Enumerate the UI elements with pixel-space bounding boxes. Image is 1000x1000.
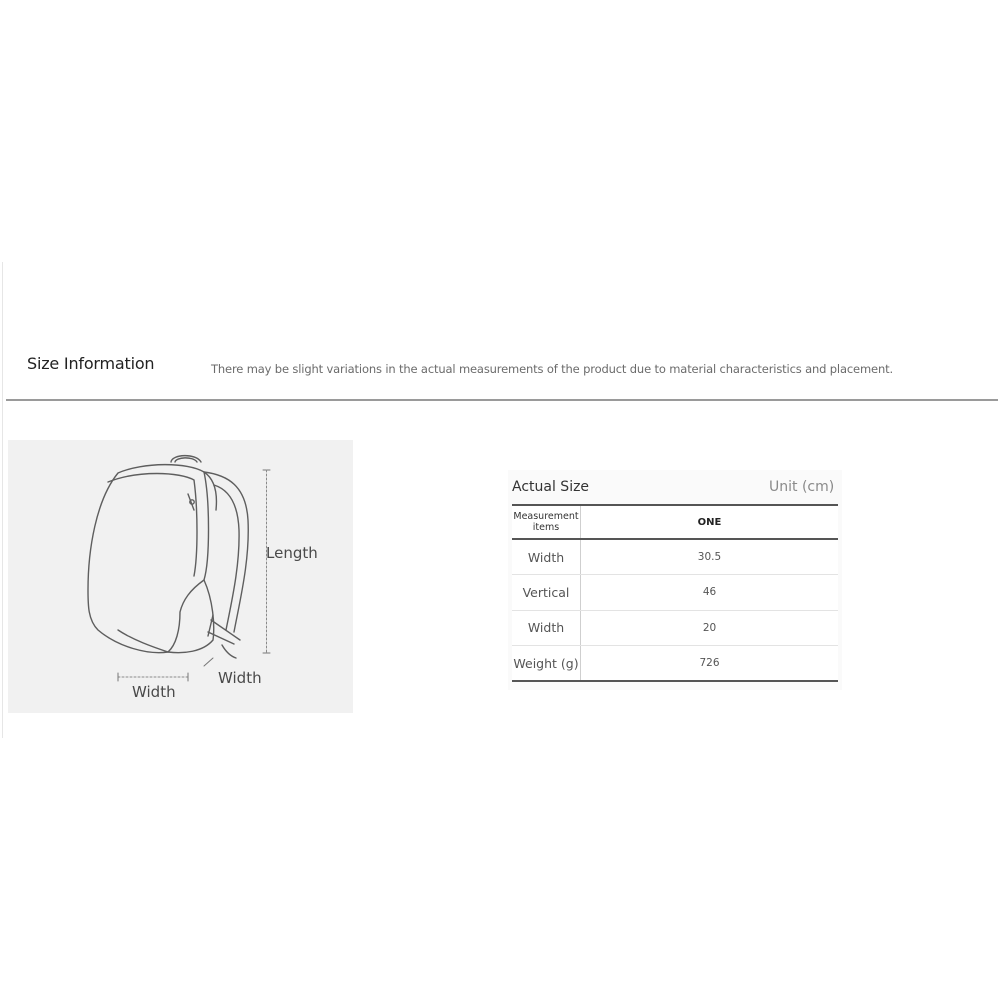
- size-table: [512, 504, 838, 682]
- row-label: Width: [512, 539, 581, 575]
- side-width-label: Width: [218, 669, 262, 687]
- bottom-width-label: Width: [132, 683, 176, 701]
- table-title: Actual Size: [512, 479, 590, 495]
- row-value: 726: [699, 657, 720, 669]
- table-row: [512, 539, 838, 575]
- table-unit: Unit (cm): [769, 479, 835, 495]
- size-column-header: ONE: [697, 516, 722, 528]
- section-title: Size Information: [27, 354, 155, 373]
- backpack-figure-panel: [8, 440, 353, 713]
- measurement-note: There may be slight variations in the actual measurements of the product due to material characteristics and placement.: [211, 362, 893, 376]
- table-row: [512, 646, 838, 682]
- table-row: [512, 610, 838, 646]
- backpack-outline-icon: [8, 440, 353, 713]
- table-header-row: [512, 505, 838, 539]
- length-label: Length: [266, 544, 318, 562]
- table-row: [512, 575, 838, 611]
- measurement-items-header: Measurement items: [512, 505, 581, 539]
- row-value: 30.5: [581, 539, 839, 575]
- left-edge-line: [2, 262, 3, 738]
- row-label: Weight (g): [512, 646, 581, 682]
- section-divider: [6, 399, 998, 401]
- row-label: Width: [512, 610, 581, 646]
- row-value: 46: [581, 575, 839, 611]
- row-value: 20: [581, 610, 839, 646]
- row-label: Vertical: [512, 575, 581, 611]
